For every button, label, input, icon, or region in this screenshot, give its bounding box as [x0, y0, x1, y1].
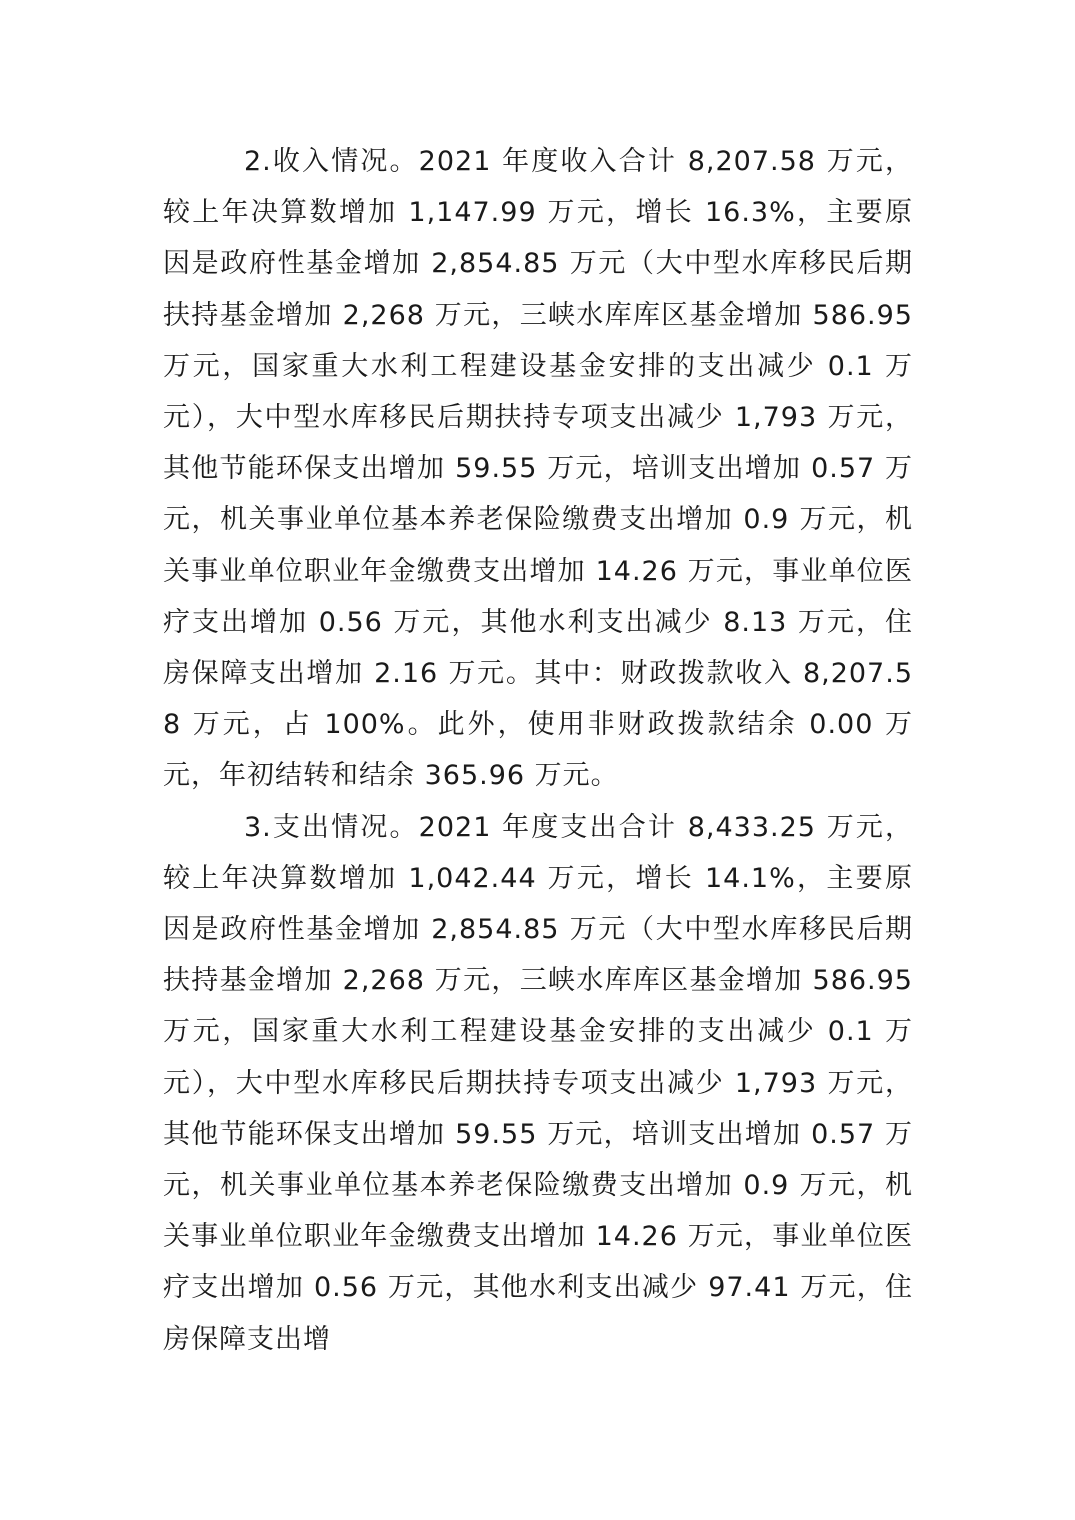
document-body — [163, 136, 913, 1365]
paragraph-income-situation: 2.收入情况。2021 年度收入合计 8,207.58 万元，较上年决算数增加 1,147.99 万元，增长 16.3%，主要原因是政府性基金增加 2,854.85 万元（大中型水库移民后期扶持基金增加 2,268 万元，三峡水库库区基金增加 586.95 万元，国家重大水利工程建设基金安排的支出减少 0.1 万元），大中型水库移民后期扶持专项支出减少 1,793 万元，其他节能环保支出增加 59.55 万元，培训支出增加 0.57 万元，机关事业单位基本养老保险缴费支出增加 0.9 万元，机关事业单位职业年金缴费支出增加 14.26 万元，事业单位医疗支出增加 0.56 万元，其他水利支出减少 8.13 万元，住房保障支出增加 2.16 万元。其中：财政拨款收入 8,207.58 万元，占 100%。此外，使用非财政拨款结余 0.00 万元，年初结转和结余 365.96 万元。 — [163, 146, 913, 792]
paragraph-expenditure-situation: 3.支出情况。2021 年度支出合计 8,433.25 万元，较上年决算数增加 1,042.44 万元，增长 14.1%，主要原因是政府性基金增加 2,854.85 万元（大中型水库移民后期扶持基金增加 2,268 万元，三峡水库库区基金增加 586.95 万元，国家重大水利工程建设基金安排的支出减少 0.1 万元），大中型水库移民后期扶持专项支出减少 1,793 万元，其他节能环保支出增加 59.55 万元，培训支出增加 0.57 万元，机关事业单位基本养老保险缴费支出增加 0.9 万元，机关事业单位职业年金缴费支出增加 14.26 万元，事业单位医疗支出增加 0.56 万元，其他水利支出减少 97.41 万元，住房保障支出增 — [163, 811, 913, 1355]
